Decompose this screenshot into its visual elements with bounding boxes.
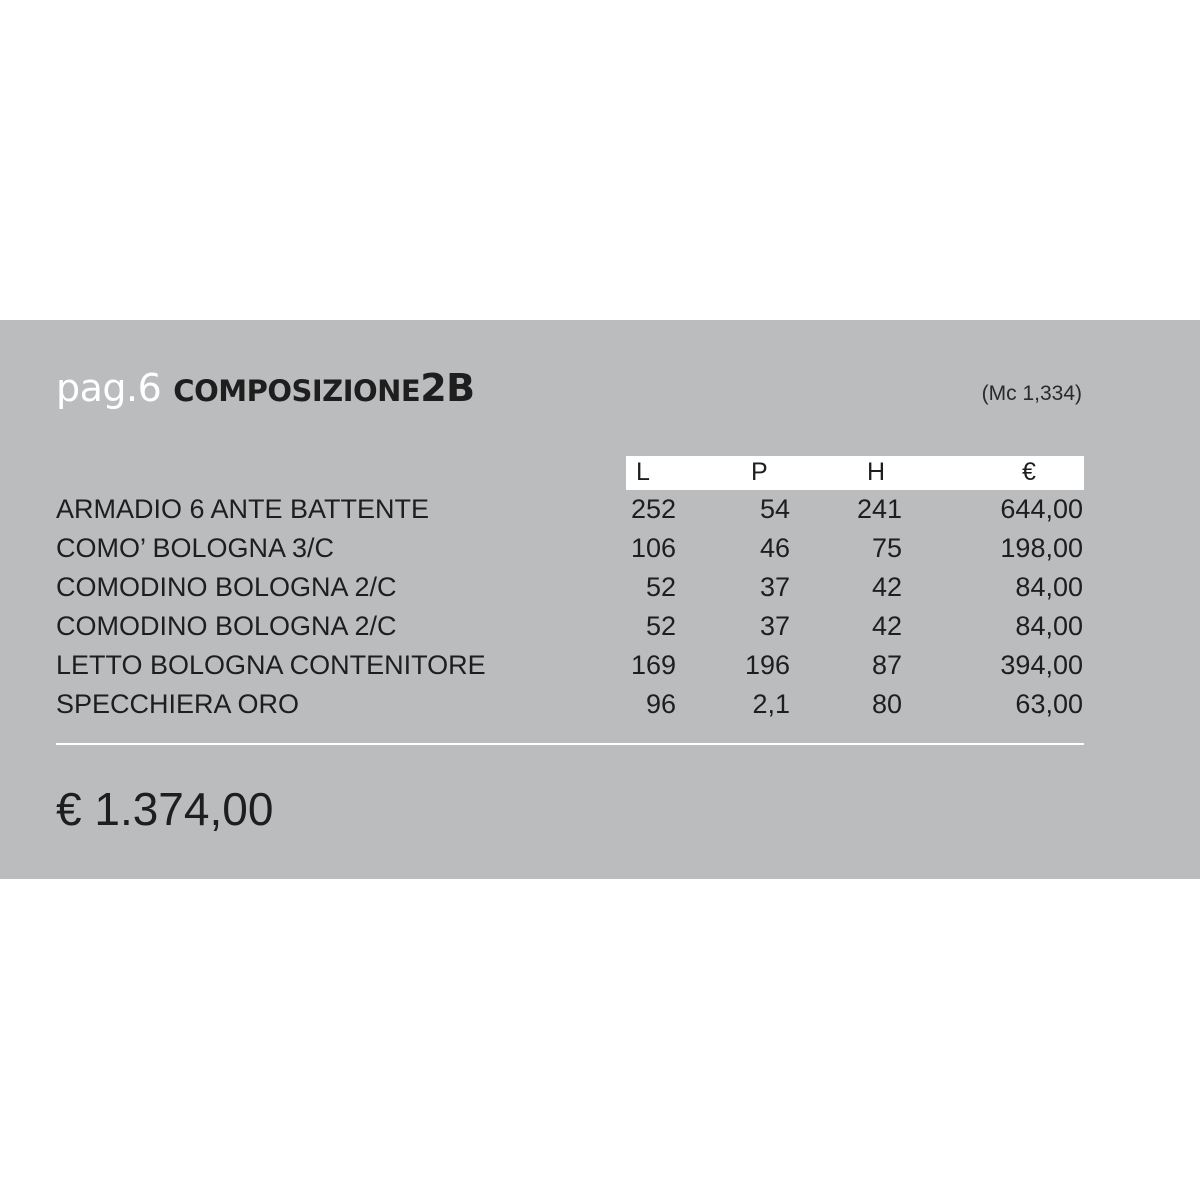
table-row — [0, 650, 1200, 689]
item-depth: 196 — [744, 650, 790, 680]
item-width: 52 — [645, 611, 676, 641]
item-depth: 54 — [759, 494, 790, 524]
composition-label: COMPOSIZIONE — [173, 374, 421, 408]
column-header — [626, 456, 1084, 490]
column-header-l: L — [636, 458, 650, 486]
price-card — [0, 320, 1200, 879]
item-name: COMODINO BOLOGNA 2/C — [56, 572, 397, 602]
item-height: 87 — [871, 650, 902, 680]
item-depth: 37 — [759, 572, 790, 602]
divider-line — [56, 743, 1084, 745]
column-header-price: € — [1022, 458, 1036, 486]
item-width: 96 — [645, 689, 676, 719]
item-price: 394,00 — [1000, 650, 1083, 680]
table-row — [0, 533, 1200, 572]
item-width: 106 — [630, 533, 676, 563]
item-price: 644,00 — [1000, 494, 1083, 524]
volume-label: (Mc 1,334) — [981, 382, 1082, 405]
total-price: € 1.374,00 — [56, 783, 274, 835]
item-price: 84,00 — [1015, 611, 1083, 641]
item-width: 169 — [630, 650, 676, 680]
item-price: 63,00 — [1015, 689, 1083, 719]
table-row — [0, 572, 1200, 611]
item-height: 80 — [871, 689, 902, 719]
item-name: LETTO BOLOGNA CONTENITORE — [56, 650, 486, 680]
item-height: 42 — [871, 611, 902, 641]
page-reference: pag.6 — [56, 366, 162, 410]
table-row — [0, 494, 1200, 533]
title-row — [56, 366, 475, 410]
column-header-p: P — [751, 458, 768, 486]
item-name: SPECCHIERA ORO — [56, 689, 300, 719]
item-price: 84,00 — [1015, 572, 1083, 602]
item-price: 198,00 — [1000, 533, 1083, 563]
item-name: COMO’ BOLOGNA 3/C — [56, 533, 335, 563]
item-depth: 2,1 — [752, 689, 790, 719]
table-row — [0, 611, 1200, 650]
composition-code: 2B — [420, 366, 475, 410]
item-height: 42 — [871, 572, 902, 602]
table-row — [0, 689, 1200, 728]
item-depth: 37 — [759, 611, 790, 641]
column-header-h: H — [867, 458, 886, 486]
item-depth: 46 — [759, 533, 790, 563]
item-width: 252 — [630, 494, 676, 524]
item-height: 75 — [871, 533, 902, 563]
item-name: COMODINO BOLOGNA 2/C — [56, 611, 397, 641]
item-name: ARMADIO 6 ANTE BATTENTE — [56, 494, 430, 524]
item-width: 52 — [645, 572, 676, 602]
item-height: 241 — [856, 494, 902, 524]
